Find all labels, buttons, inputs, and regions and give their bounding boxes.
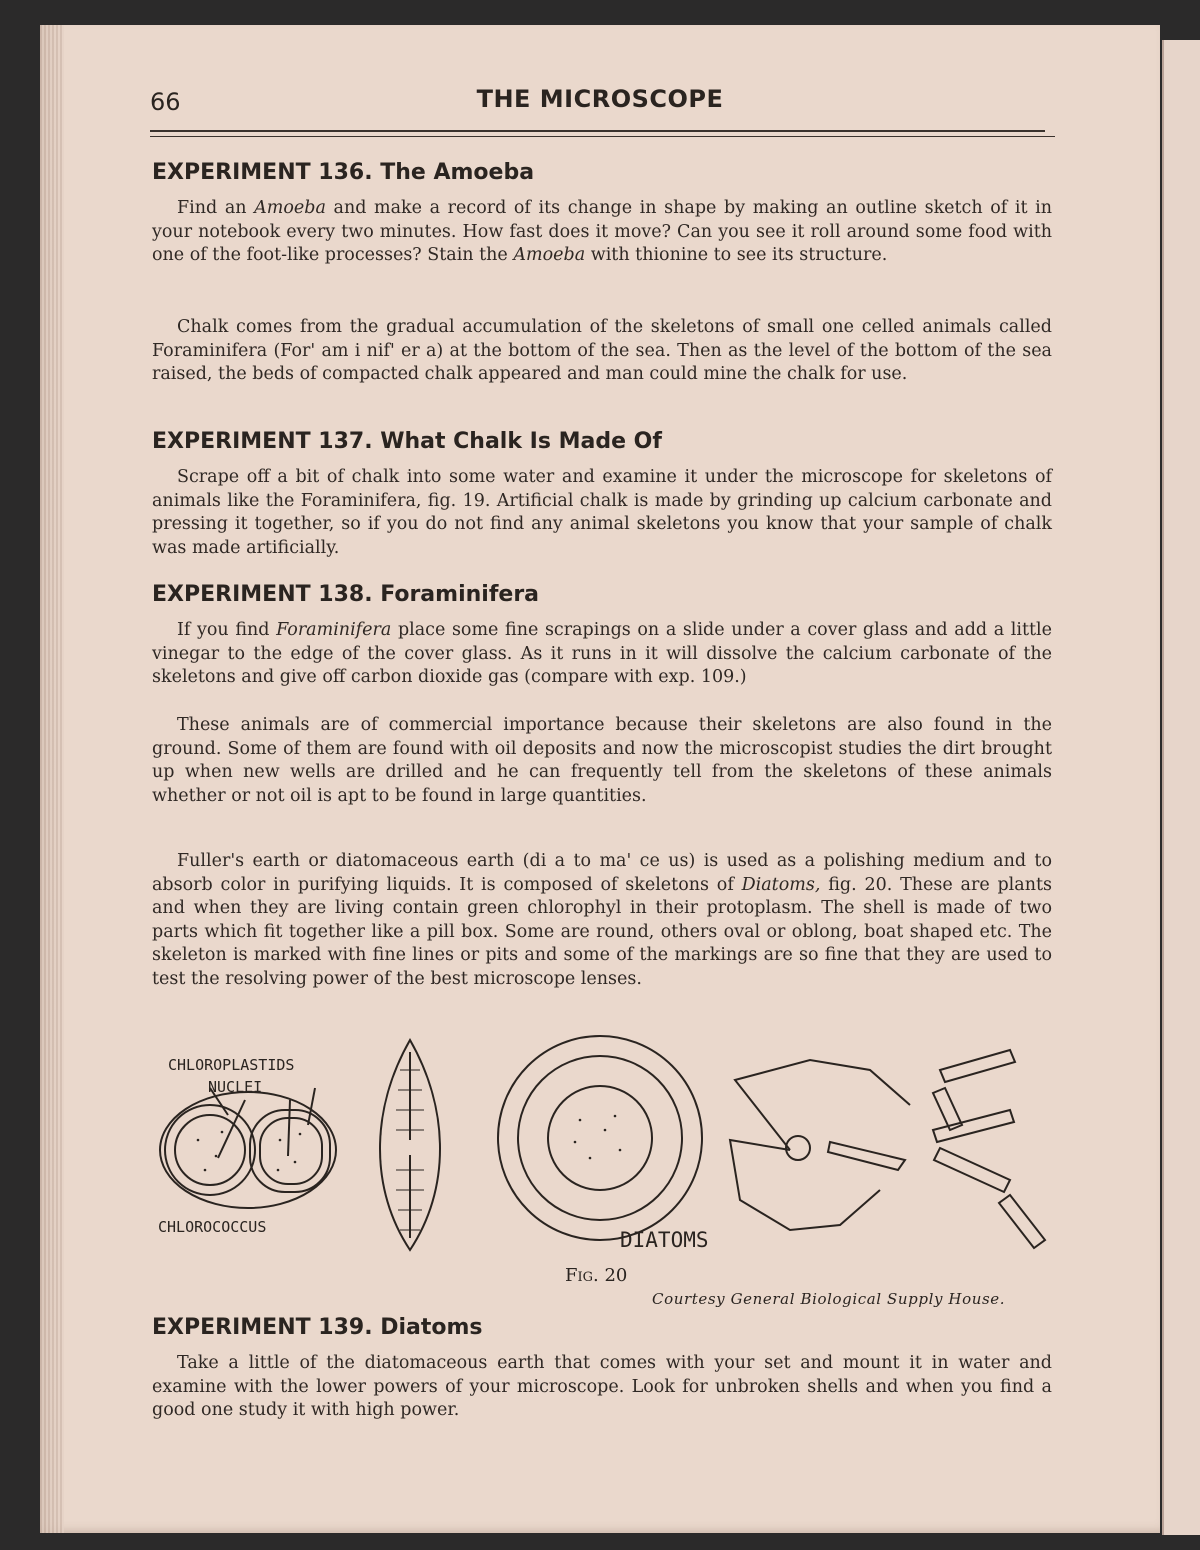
paragraph-commercial-importance: These animals are of commercial importance because their skeletons are also found in the ground. Some of them are found with oil deposits and now the microscopist studies the dirt brought up when new wells are drilled and he can frequently tell from the skeletons of these animals whether or not oil is apt to be found in large quantities. [152, 715, 1052, 806]
paragraph-fullers-earth: Fuller's earth or diatomaceous earth (di a to ma' ce us) is used as a polishing medium and to absorb color in purifying liquids. It is composed of skeletons of Diatoms, fig. 20. These are plants and when they are living contain green chlorophyl in their protoplasm. The shell is made of two parts which fit together like a pill box. Some are round, others oval or oblong, boat shaped etc. The skeleton is marked with fine lines or pits and some of the markings are so fine that they are used to test the resolving power of the best microscope lenses. [152, 851, 1052, 989]
page-number: 66 [150, 88, 181, 116]
paragraph-amoeba: Find an Amoeba and make a record of its change in shape by making an outline sketch of it in your notebook every two minutes. How fast does it move? Can you see it roll around some food with one of the foot-like processes? Stain the Amoeba with thionine to see its structure. [152, 198, 1052, 265]
paragraph-diatoms-experiment: Take a little of the diatomaceous earth that comes with your set and mount it in water and examine with the lower powers of your microscope. Look for unbroken shells and when you find a good one study it with high power. [152, 1353, 1052, 1420]
figure-20-illustration [150, 1030, 1060, 1260]
paragraph-chalk: Chalk comes from the gradual accumulation of the skeletons of small one celled animals called Foraminifera (For' am i nif' er a) at the bottom of the sea. Then as the level of the bottom of the sea raised, the beds of compacted chalk appeared and man could mine the chalk for use. [152, 317, 1052, 384]
heading-experiment-137: EXPERIMENT 137. What Chalk Is Made Of [152, 429, 662, 454]
figure-caption: Fig. 20 [565, 1265, 628, 1286]
heading-experiment-136: EXPERIMENT 136. The Amoeba [152, 160, 535, 185]
label-nuclei: NUCLEI [208, 1078, 263, 1096]
paragraph-chalk-experiment: Scrape off a bit of chalk into some water and examine it under the microscope for skeletons of animals like the Foraminifera, fig. 19. Artificial chalk is made by grinding up calcium carbonate and pressing it together, so if you do not find any animal skeletons you know that your sample of chalk was made artificially. [152, 467, 1052, 558]
heading-experiment-138: EXPERIMENT 138. Foraminifera [152, 582, 540, 607]
header-rule [150, 130, 1045, 132]
label-chloroplastids: CHLOROPLASTIDS [168, 1056, 295, 1074]
label-diatoms: DIATOMS [620, 1228, 709, 1252]
running-title: THE MICROSCOPE [476, 85, 724, 113]
page-edges [40, 25, 64, 1533]
figure-credit: Courtesy General Biological Supply House. [652, 1290, 1006, 1308]
label-chlorococcus: CHLOROCOCCUS [158, 1218, 267, 1236]
paragraph-foraminifera: If you find Foraminifera place some fine scrapings on a slide under a cover glass and add a little vinegar to the edge of the cover glass. As it runs in it will dissolve the calcium carbonate of the skeletons and give off carbon dioxide gas (compare with exp. 109.) [152, 620, 1052, 687]
header-rule-thin [150, 136, 1055, 137]
heading-experiment-139: EXPERIMENT 139. Diatoms [152, 1315, 483, 1340]
facing-page-edge [1162, 40, 1200, 1535]
